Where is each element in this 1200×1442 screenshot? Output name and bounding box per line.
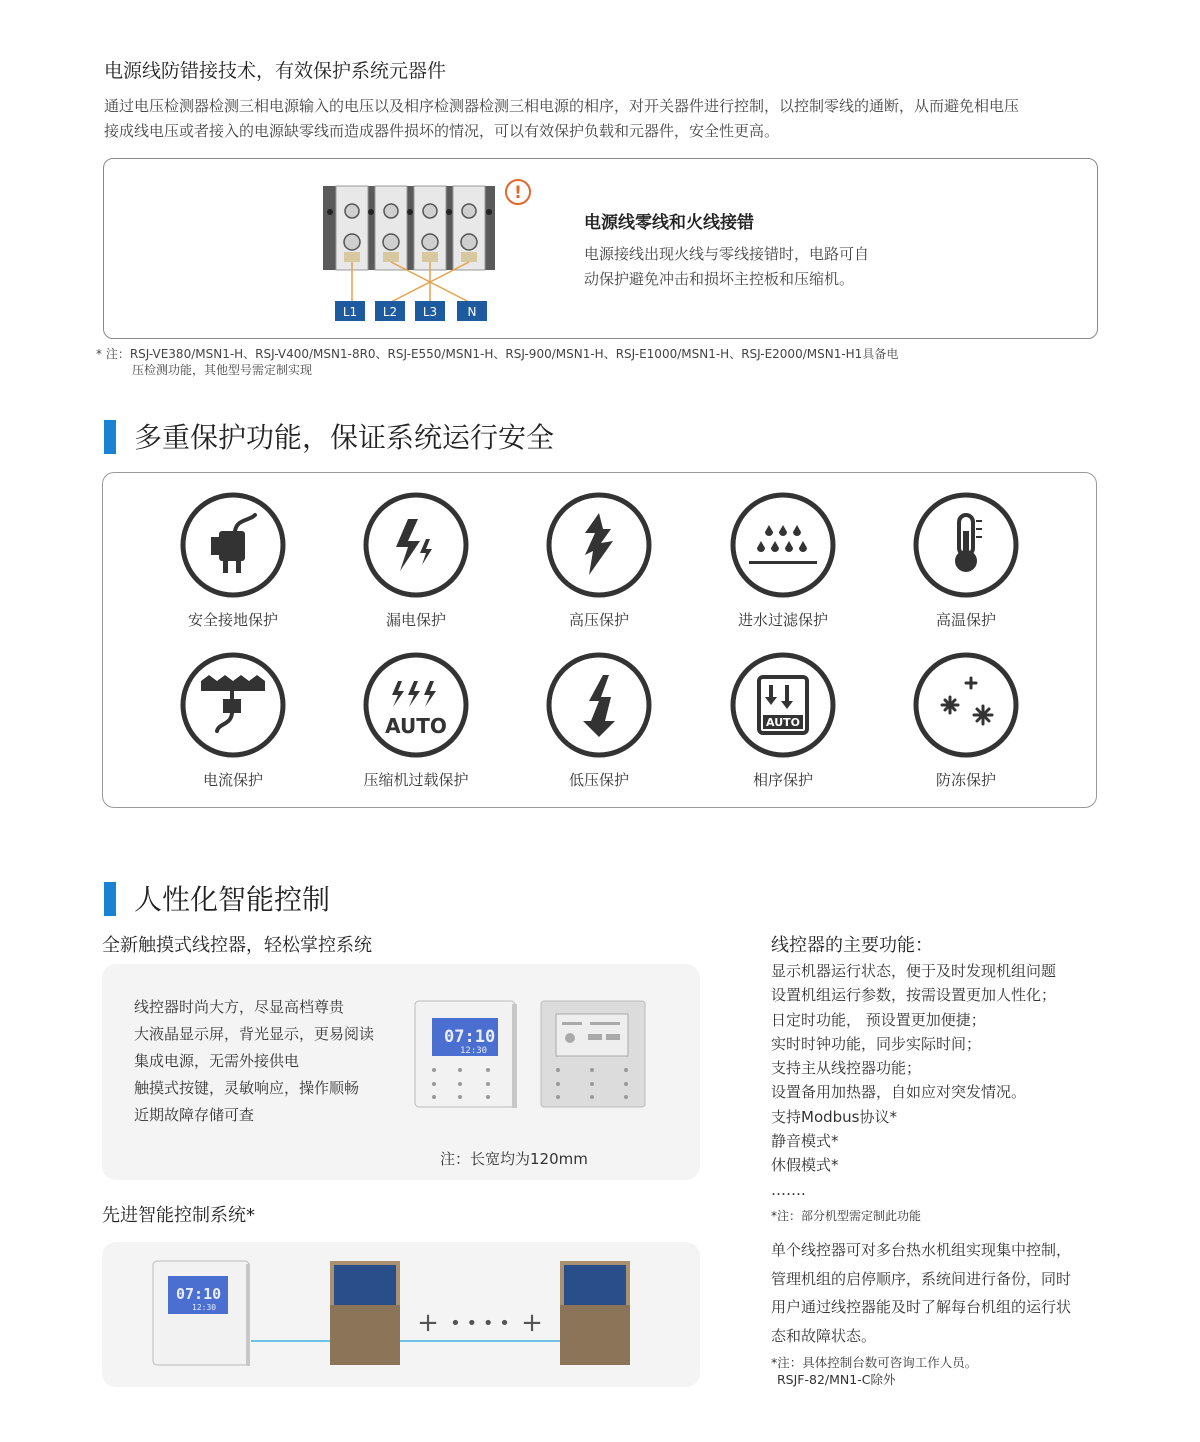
protection-item <box>874 491 1058 630</box>
protection-label: 高温保护 <box>935 611 996 629</box>
display-clock: 12:30 <box>460 1046 488 1056</box>
display-time: 07:10 <box>176 1285 222 1303</box>
section1-title: 电源线防错接技术，有效保护系统元器件 <box>104 60 447 82</box>
display-time: 07:10 <box>444 1027 496 1047</box>
heat-pump-unit <box>560 1261 630 1365</box>
central-control-note <box>771 1354 977 1388</box>
ground-plug-icon <box>179 491 287 599</box>
heat-pump-unit <box>330 1261 400 1365</box>
wiring-desc-line: 动保护避免冲击和损坏主控板和压缩机。 <box>584 270 855 288</box>
leakage-bolt-icon <box>362 491 470 599</box>
function-item: 支持主从线控器功能； <box>771 1059 922 1078</box>
protection-item <box>141 651 325 790</box>
touch-controller-image <box>540 1000 646 1108</box>
functions-list <box>771 959 1056 1202</box>
protection-item <box>324 491 508 630</box>
wiring-desc-line: 电源接线出现火线与零线接错时，电路可自 <box>584 245 870 263</box>
terminal-block-illustration <box>318 176 540 326</box>
protection-item <box>691 651 875 790</box>
water-filter-icon <box>729 491 837 599</box>
feature-item: 近期故障存储可查 <box>134 1106 255 1124</box>
smart-system-title: 先进智能控制系统* <box>102 1205 255 1226</box>
thermometer-icon <box>912 491 1020 599</box>
terminal-label-l1: L1 <box>342 305 358 319</box>
note-line: * 注：RSJ-VE380/MSN1-H、RSJ-V400/MSN1-8R0、RSJ-E550/MSN1-H、RSJ-900/MSN1-H、RSJ-E1000/MSN1-H、RSJ-E2000/MSN1-H1具备电 <box>96 347 899 361</box>
desc-line: 通过电压检测器检测三相电源输入的电压以及相序检测器检测三相电源的相序，对开关器件进行控制，以控制零线的通断，从而避免相电压 <box>104 97 1020 115</box>
function-item: 设置机组运行参数，按需设置更加人性化； <box>771 986 1057 1005</box>
desc-line: 接成线电压或者接入的电源缺零线而造成器件损坏的情况，可以有效保护负载和元器件，安全性更高。 <box>104 122 780 140</box>
feature-item: 触摸式按键，灵敏响应，操作顺畅 <box>134 1079 360 1097</box>
system-chain-illustration <box>150 1256 640 1368</box>
size-note: 注：长宽均为120mm <box>440 1150 588 1168</box>
section3-title: 人性化智能控制 <box>134 883 331 916</box>
feature-item: 集成电源，无需外接供电 <box>134 1052 300 1070</box>
protection-item <box>507 651 691 790</box>
function-item: 实时时钟功能，同步实际时间； <box>771 1034 982 1053</box>
protection-label: 漏电保护 <box>385 611 446 629</box>
warning-symbol: ! <box>514 183 522 203</box>
protection-item <box>691 491 875 630</box>
function-item: 休假模式* <box>771 1156 839 1175</box>
auto-text: AUTO <box>385 714 447 738</box>
terminal-labels <box>335 301 487 321</box>
display-clock: 12:30 <box>192 1303 217 1312</box>
protection-item <box>324 651 508 790</box>
protection-label: 防冻保护 <box>935 771 996 789</box>
section-marker <box>104 882 116 916</box>
function-item: 设置备用加热器，自如应对突发情况。 <box>771 1083 1027 1102</box>
chain-dots: • • • • <box>450 1313 510 1334</box>
protection-label: 电流保护 <box>202 771 263 789</box>
protection-label: 相序保护 <box>752 771 813 789</box>
function-item: 日定时功能， 预设置更加便捷； <box>771 1010 986 1029</box>
note-line: 压检测功能，其他型号需定制实现 <box>132 363 313 377</box>
protection-label: 压缩机过载保护 <box>363 771 469 789</box>
phase-sequence-icon <box>729 651 837 759</box>
functions-title: 线控器的主要功能： <box>771 935 933 956</box>
central-note-line: RSJF-82/MN1-C除外 <box>777 1372 896 1387</box>
wired-controller-image <box>414 1000 518 1110</box>
section-marker <box>104 420 116 454</box>
central-desc-line: 用户通过线控器能及时了解每台机组的运行状 <box>771 1298 1072 1316</box>
high-pressure-icon <box>545 491 653 599</box>
wiring-title: 电源线零线和火线接错 <box>584 213 754 233</box>
section1-description <box>104 94 1104 144</box>
protection-item <box>141 491 325 630</box>
function-item: ……. <box>771 1180 806 1199</box>
plus-sign: + <box>417 1308 439 1338</box>
auto-overload-icon <box>362 651 470 759</box>
current-icon <box>179 651 287 759</box>
terminal-label-l2: L2 <box>382 305 398 319</box>
function-item: 支持Modbus协议* <box>771 1107 897 1126</box>
feature-item: 线控器时尚大方，尽显高档尊贵 <box>134 998 345 1016</box>
protection-label: 高压保护 <box>568 611 629 629</box>
function-item: 静音模式* <box>771 1132 839 1151</box>
central-desc-line: 态和故障状态。 <box>771 1326 877 1345</box>
feature-item: 大液晶显示屏，背光显示，更易阅读 <box>134 1025 375 1043</box>
feature-list <box>134 994 374 1129</box>
snowflake-icon <box>912 651 1020 759</box>
model-note <box>96 346 1106 378</box>
protection-label: 进水过滤保护 <box>737 611 828 629</box>
central-desc-line: 管理机组的启停顺序，系统间进行备份，同时 <box>771 1269 1072 1288</box>
central-desc-line: 单个线控器可对多台热水机组实现集中控制， <box>771 1241 1072 1259</box>
auto-text: AUTO <box>766 716 800 729</box>
wiring-description <box>584 242 869 292</box>
section2-title: 多重保护功能，保证系统运行安全 <box>134 421 555 454</box>
central-note-line: *注：具体控制台数可咨询工作人员。 <box>771 1355 978 1370</box>
protection-item <box>874 651 1058 790</box>
protection-label: 低压保护 <box>568 771 629 789</box>
central-control-description <box>771 1236 1071 1350</box>
touch-controller-title: 全新触摸式线控器，轻松掌控系统 <box>102 935 372 956</box>
plus-sign: + <box>521 1308 543 1338</box>
terminal-label-n: N <box>467 305 477 319</box>
protection-label: 安全接地保护 <box>187 611 278 629</box>
protection-item <box>507 491 691 630</box>
functions-note: *注：部分机型需定制此功能 <box>771 1209 922 1223</box>
function-item: 显示机器运行状态，便于及时发现机组问题 <box>771 962 1057 980</box>
low-pressure-icon <box>545 651 653 759</box>
terminal-label-l3: L3 <box>422 305 438 319</box>
